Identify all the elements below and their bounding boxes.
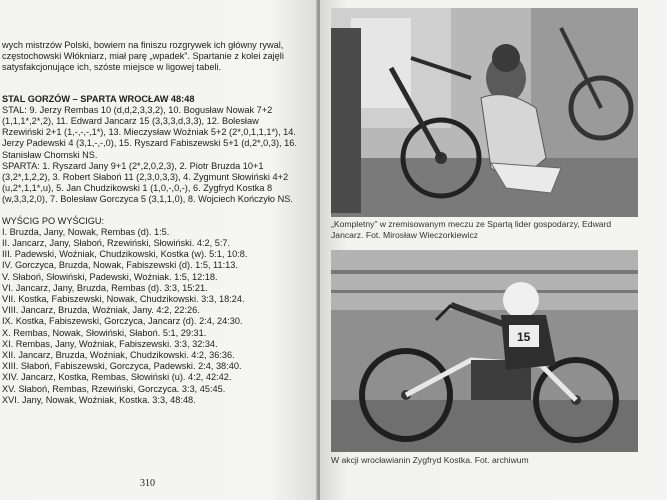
match-title: STAL GORZÓW – SPARTA WROCŁAW 48:48 xyxy=(2,93,195,104)
photo-rider-with-bikes xyxy=(331,8,638,217)
heats-heading: WYŚCIG PO WYŚCIGU: xyxy=(2,215,105,226)
intro-paragraph: wych mistrzów Polski, bowiem na finiszu rozgrywek ich główny rywal, częstochowski Włókniarz, miał parę „wpadek”. Spartanie z kolei zajęli satysfakcjonujące ich, szóste miejsce w ligowej tabeli. xyxy=(2,40,284,73)
caption-top: „Kompletny” w zremisowanym meczu ze Spartą lider gospodarzy, Edward Jancarz. Fot. Mirosław Wieczorkiewicz xyxy=(331,219,612,240)
list-item: XII. Jancarz, Bruzda, Woźniak, Chudzikowski. 4:2, 36:36. xyxy=(2,350,235,361)
list-item: IX. Kostka, Fabiszewski, Gorczyca, Jancarz (d). 2:4, 24:30. xyxy=(2,316,243,327)
list-item: XIII. Słaboń, Fabiszewski, Gorczyca, Padewski. 2:4, 38:40. xyxy=(2,361,242,372)
page-number: 310 xyxy=(140,478,155,489)
stal-lineup: STAL: 9. Jerzy Rembas 10 (d,d,2,3,3,2), 10. Bogusław Nowak 7+2 (1,1,1*,2*,2), 11. Edward Jancarz 15 (3,3,3,d,3,3), 12. Bolesław Rzewiński 2+1 (1,-,-,-,1*), 13. Mieczysław Woźniak 5+2 (2*,0,1,1,1*), 14. Jerzy Padewski 4 (3,1,-,-,0), 15. Ryszard Fabiszewski 5+1 (d,2*,0,3), 16. Stanisław Chomski NS. xyxy=(2,104,297,160)
list-item: IV. Gorczyca, Bruzda, Nowak, Fabiszewski (d). 1:5, 11:13. xyxy=(2,260,238,271)
rider-number-bib: 15 xyxy=(517,330,531,344)
list-item: XVI. Jany, Nowak, Woźniak, Kostka. 3:3, 48:48. xyxy=(2,394,196,405)
list-item: XV. Słaboń, Rembas, Rzewiński, Gorczyca. 3:3, 45:45. xyxy=(2,383,226,394)
heat-list xyxy=(2,227,302,406)
caption-bottom: W akcji wrocławianin Zygfryd Kostka. Fot. archiwum xyxy=(331,455,529,465)
list-item: XIV. Jancarz, Kostka, Rembas, Słowiński (u). 4:2, 42:42. xyxy=(2,372,232,383)
list-item: II. Jancarz, Jany, Słaboń, Rzewiński, Słowiński. 4:2, 5:7. xyxy=(2,238,231,249)
list-item: III. Padewski, Woźniak, Chudzikowski, Kostka (w). 5:1, 10:8. xyxy=(2,249,248,260)
list-item: VIII. Jancarz, Bruzda, Woźniak, Jany. 4:2, 22:26. xyxy=(2,305,200,316)
list-item: I. Bruzda, Jany, Nowak, Rembas (d). 1:5. xyxy=(2,226,170,237)
list-item: VII. Kostka, Fabiszewski, Nowak, Chudzikowski. 3:3, 18:24. xyxy=(2,294,245,305)
left-page xyxy=(0,0,318,500)
list-item: X. Rembas, Nowak, Słowiński, Słaboń. 5:1, 29:31. xyxy=(2,327,207,338)
list-item: VI. Jancarz, Jany, Bruzda, Rembas (d). 3:3, 15:21. xyxy=(2,282,208,293)
text-column xyxy=(2,40,302,406)
photo-rider-racing xyxy=(331,250,638,452)
list-item: V. Słaboń, Słowiński, Padewski, Woźniak. 1:5, 12:18. xyxy=(2,271,218,282)
sparta-lineup: SPARTA: 1. Ryszard Jany 9+1 (2*,2,0,2,3), 2. Piotr Bruzda 10+1 (3,2*,1,2,2), 3. Robert Słaboń 11 (2,3,0,3,3), 4. Zygmunt Słowiński 4+2 (u,2*,1,1*,u), 5. Jan Chudzikowski 1 (1,0,-,0,-), 6. Zygfryd Kostka 8 (w,3,3,2,0), 7. Bolesław Gorczyca 5 (3,1,1,0), 8. Wojciech Kończyło NS. xyxy=(2,160,293,205)
list-item: XI. Rembas, Jany, Woźniak, Fabiszewski. 3:3, 32:34. xyxy=(2,338,218,349)
